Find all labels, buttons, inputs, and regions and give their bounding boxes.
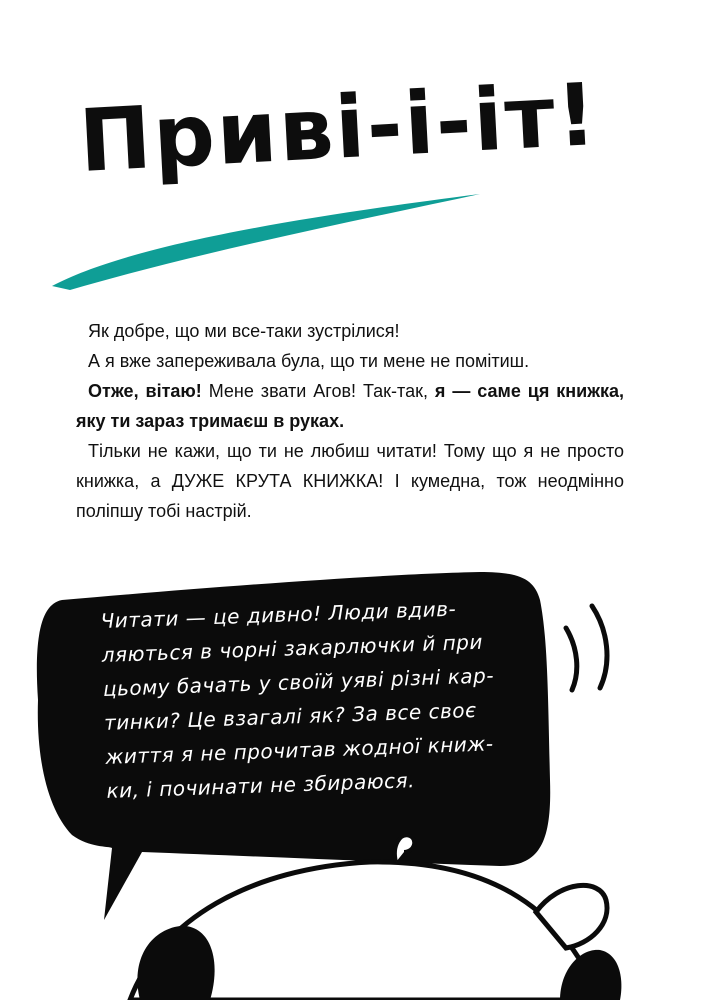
paragraph-2: А я вже запереживала була, що ти мене не помітиш. (88, 351, 530, 371)
bubble-line: тинки? Це взагалі як? За все своє (103, 697, 477, 735)
bubble-line: життя я не прочитав жодної книж- (104, 731, 494, 769)
paragraph-4: Тільки не кажи, що ти не любиш читати! Тому що я не просто книжка, а ДУЖЕ КРУТА КНИЖКА! І кумедна, тож неодмінно поліпшу тобі настрій. (76, 441, 624, 521)
bubble-line: ляються в чорні закарлючки й при (101, 629, 484, 667)
panda-head-icon (130, 835, 621, 1000)
page-title: Приві-і-іт! (76, 64, 601, 192)
greeting-text: Мене звати Агов! Так-так, (201, 381, 435, 401)
bubble-line: Читати — це дивно! Люди вдив- (100, 596, 457, 633)
paragraph-1: Як добре, що ми все-таки зустрілися! (88, 321, 400, 341)
bubble-line: цьому бачать у своїй уяві різні кар- (102, 663, 495, 701)
speech-bubble-text (100, 589, 527, 808)
bubble-line: ки, і починати не збираюся. (106, 768, 416, 803)
greeting-bold: Отже, вітаю! (88, 381, 202, 401)
book-intro-bold: я — саме ця книжка, яку ти зараз тримаєш в руках. (76, 381, 624, 431)
motion-line-2 (566, 628, 577, 690)
motion-line-1 (592, 606, 607, 688)
